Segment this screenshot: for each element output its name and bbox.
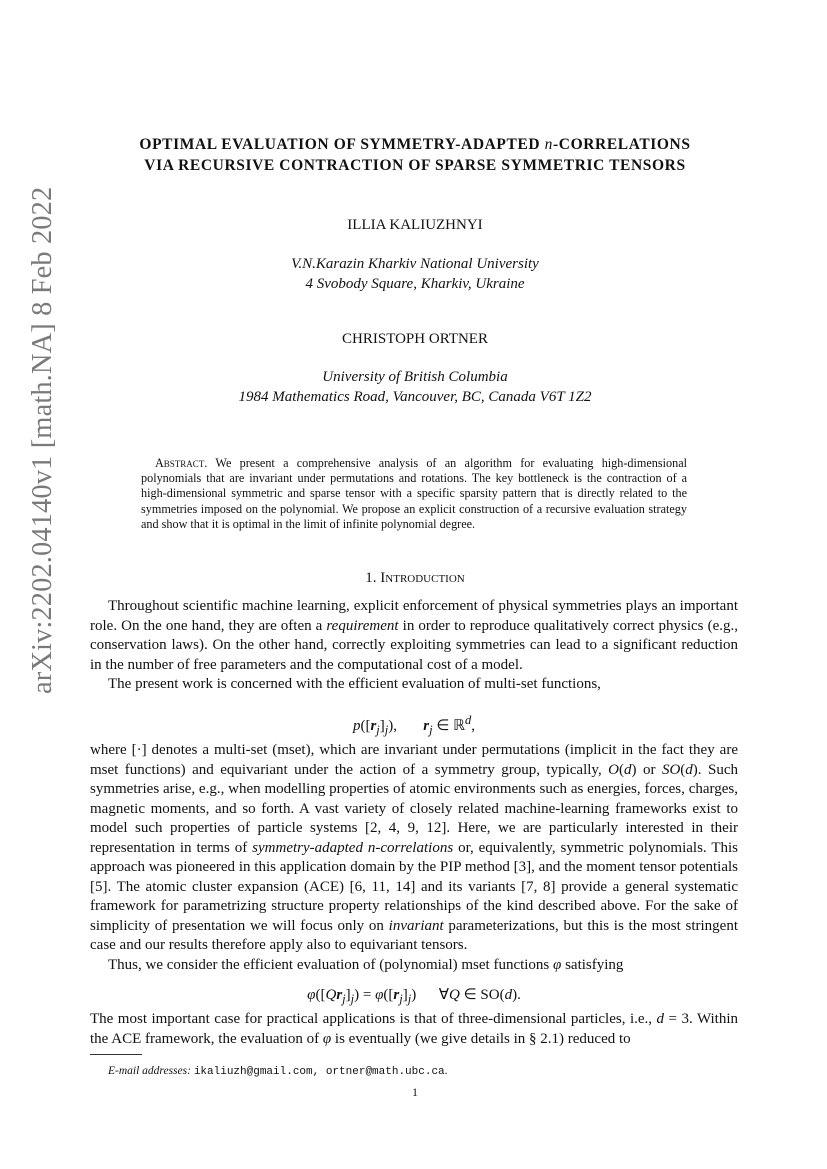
paragraph: The most important case for practical applications is that of three-dimensional particles, i.e., d = 3. Within the ACE framework, the evaluation of φ is eventually (we give details in § 2.1) reduced to <box>90 1011 738 1047</box>
footnote <box>108 1065 448 1078</box>
affiliation-line: 1984 Mathematics Road, Vancouver, BC, Canada V6T 1Z2 <box>238 389 592 405</box>
abstract-text: We present a comprehensive analysis of an algorithm for evaluating high-dimensional polynomials that are invariant under permutations and rotations. The key bottleneck is the contraction of a high-dimensional symmetric and sparse tensor with a specific sparsity pattern that is directly related to the symmetries imposed on the polynomial. We propose an explicit construction of a recursive evaluation strategy and show that it is optimal in the limit of infinite polynomial degree. <box>141 456 687 531</box>
paragraph: Thus, we consider the efficient evaluation of (polynomial) mset functions φ satisfying <box>108 956 624 973</box>
equation-2: $\varphi([Qr_j]_j) = \varphi([r_j]_j)$ ∀Q ∈ SO(d). <box>307 987 521 1006</box>
footnote-label: E-mail addresses: <box>108 1065 191 1077</box>
page-number: 1 <box>412 1085 418 1099</box>
author-affiliation <box>60 367 770 407</box>
affiliation-line: University of British Columbia <box>322 369 508 385</box>
section-heading: 1. Introduction <box>365 570 465 586</box>
paper-title <box>60 134 770 176</box>
author-name: CHRISTOPH ORTNER <box>342 331 488 347</box>
arxiv-stamp: arXiv:2202.04140v1 [math.NA] 8 Feb 2022 <box>27 186 58 694</box>
body-text <box>90 1010 738 1049</box>
abstract-label: Abstract. <box>155 456 208 470</box>
abstract <box>141 456 687 532</box>
author-affiliation <box>60 254 770 294</box>
title-line-2: VIA RECURSIVE CONTRACTION OF SPARSE SYMMETRIC TENSORS <box>144 157 686 174</box>
paragraph: Throughout scientific machine learning, explicit enforcement of physical symmetries plays an important role. On the one hand, they are often a requirement in order to reproduce qualitatively correct physics (e.g., conservation laws). On the other hand, correctly exploiting symmetries can lead to a significant reduction in the number of free parameters and the computational cost of a model. <box>90 598 738 673</box>
affiliation-line: V.N.Karazin Kharkiv National University <box>291 256 539 272</box>
body-text <box>90 741 738 975</box>
footnote-end: . <box>444 1065 448 1077</box>
title-line-1: OPTIMAL EVALUATION OF SYMMETRY-ADAPTED n-CORRELATIONS <box>139 136 691 153</box>
paragraph: The present work is concerned with the efficient evaluation of multi-set functions, <box>108 676 601 692</box>
paragraph: where [·] denotes a multi-set (mset), which are invariant under permutations (implicit in the fact they are mset functions) and equivariant under the action of a symmetry group, typically, O(d) or SO(d). Such symmetries arise, e.g., when modelling properties of atomic environments such as energies, forces, charges, magnetic moments, and so forth. A vast variety of closely related machine-learning frameworks exist to model such properties of particle systems [2, 4, 9, 12]. Here, we are particularly interested in their representation in terms of symmetry-adapted n-correlations or, equivalently, symmetric polynomials. This approach was pioneered in this application domain by the PIP method [3], and the moment tensor potentials [5]. The atomic cluster expansion (ACE) [6, 11, 14] and its variants [7, 8] provide a general systematic framework for parametrizing structure property relationships of the kind described above. For the sake of simplicity of presentation we will focus only on invariant parameterizations, but this is the most stringent case and our results therefore apply also to equivariant tensors. <box>90 742 739 953</box>
footnote-rule <box>90 1054 142 1055</box>
author-name: ILLIA KALIUZHNYI <box>347 217 483 233</box>
equation-1: $p([r_j]_j)$, $r_j$ ∈ ℝ$^d$, <box>352 713 476 737</box>
body-text <box>90 597 738 695</box>
affiliation-line: 4 Svobody Square, Kharkiv, Ukraine <box>305 276 525 292</box>
email-addresses[interactable]: ikaliuzh@gmail.com, ortner@math.ubc.ca <box>193 1066 445 1078</box>
